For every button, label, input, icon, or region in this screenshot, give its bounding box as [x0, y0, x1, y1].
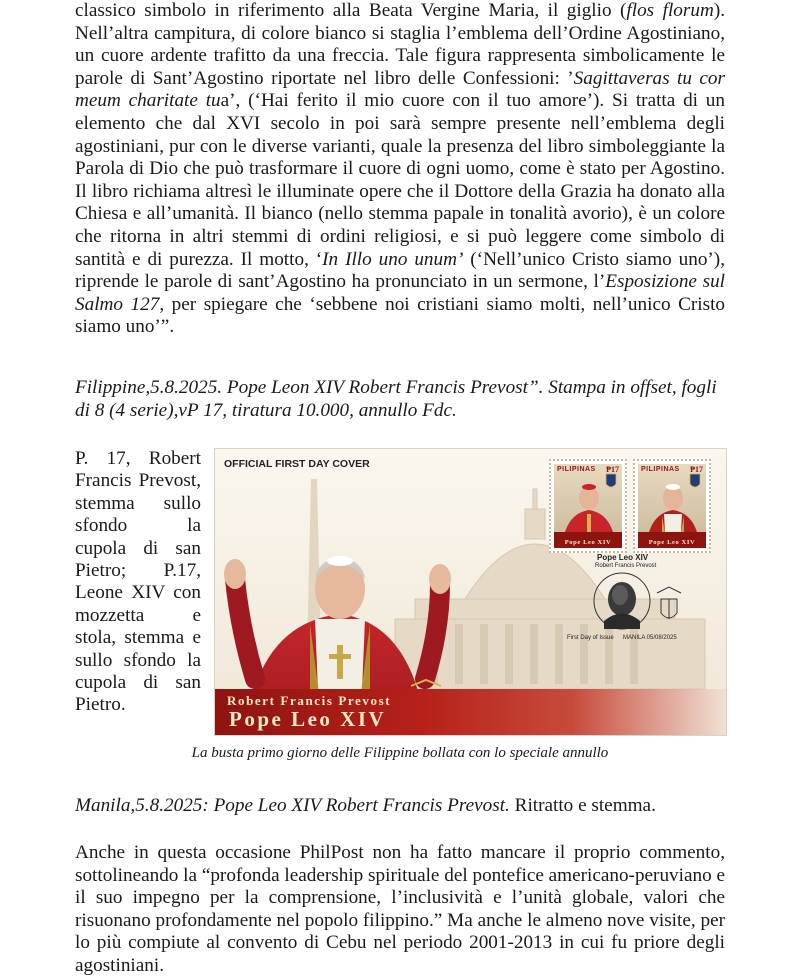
italic-latin-flos-florum: flos florum	[626, 0, 714, 21]
stamp-caption: Pope Leo XIV	[564, 539, 612, 546]
banner-title: Pope Leo XIV	[229, 707, 387, 731]
postmark-title: Pope Leo XIV	[597, 553, 649, 562]
stamp-artwork	[638, 464, 706, 548]
stamp-pope	[633, 459, 711, 553]
cover-header: OFFICIAL FIRST DAY COVER	[224, 458, 370, 470]
cover-issue-caption	[75, 795, 735, 818]
italic-latin-quote: Sagittaveras tu cor meum charitate tu	[75, 67, 725, 112]
body-paragraph-2: Anche in questa occasione PhilPost non ha fatto mancare il proprio commento, sottolineando la “profonda leadership spirituale del pontefice americano-peruviano e il suo impegno per la comprensione, l’inclusività e l’unità globale, valori che risuonano profondamente nel popolo filippino.” Ma anche le almeno nove visite, per lo più compiute al convento di Cebu nel periodo 2001-2013 in cui fu priore degli agostiniani.	[75, 842, 725, 976]
first-day-cover-image	[214, 448, 727, 736]
italic-title-salmo: Esposizione sul Salmo 127	[75, 271, 725, 315]
text-run: , per spiegare che ‘sebbene noi cristiani siamo molti, nell’unico Cristo siamo uno’”.	[75, 293, 726, 338]
stamp-caption: Pope Leo XIV	[648, 539, 696, 546]
cover-issue-caption-plain: Ritratto e stemma.	[509, 795, 656, 816]
banner-name: Robert Francis Prevost	[227, 693, 392, 708]
text-run: classico simbolo in riferimento alla Beata Vergine Maria, il giglio (	[75, 0, 627, 21]
stamp-issue-caption: Filippine,5.8.2025. Pope Leon XIV Robert Francis Prevost”. Stampa in offset, fogli di 8 (4 serie),vP 17, tiratura 10.000, annullo Fdc.	[75, 377, 717, 421]
stamp-country: PILIPINAS	[641, 466, 680, 473]
postmark-date: MANILA 05/08/2025	[623, 635, 677, 641]
stamp-value: ₱17	[690, 465, 703, 474]
stamp-description-sidebar: P. 17, Robert Francis Prevost, stemma sullo sfondo la cupola di san Pietro; P.17, Leone XIV con mozzetta e stola, stemma e sullo sfondo la cupola di san Pietro.	[75, 448, 201, 716]
figure-caption: La busta primo giorno delle Filippine bollata con lo speciale annullo	[191, 745, 609, 761]
stamp-artwork	[554, 464, 622, 548]
text-run: a’, (‘Hai ferito il mio cuore con il tuo amore’). Si tratta di un elemento che dal XVI secolo in poi sarà sempre presente nell’emblema degli agostiniani, pur con le diverse varianti, quale la presenza del libro simboleggiante la Parola di Dio che può trasformare il cuore di ogni uomo, come è stato per Agostino. Il libro richiama altresì le illuminate opere che il Dottore della Grazia ha donato alla Chiesa e all’umanità. Il bianco (nello stemma papale in tonalità avorio), è un colore che ritorna in altri stemmi di ordini religiosi, e si può leggere come simbolo di santità e di purezza. Il motto, ‘	[75, 90, 725, 270]
cover-name-banner	[215, 689, 726, 735]
cover-issue-caption-italic: Manila,5.8.2025: Pope Leo XIV Robert Francis Prevost.	[75, 795, 510, 816]
postmark-first-day: First Day of Issue	[567, 635, 614, 641]
postmark-subtitle: Robert Francis Prevost	[595, 563, 657, 569]
stamp-cardinal	[549, 459, 627, 553]
text-run: ). Nell’altra campitura, di colore bianco si staglia l’emblema dell’Ordine Agostiniano, un cuore ardente trafitto da una freccia. Tale figura rappresenta simbolicamente le parole di Sant’Agostino riportate nel libro delle Confessioni: ’	[75, 0, 725, 89]
stamp-value: ₱17	[606, 465, 619, 474]
text-run: (‘Nell’unico Cristo siamo uno’), riprende le parole di sant’Agostino ha pronunciato in un sermone, l’	[75, 248, 725, 293]
stamp-country: PILIPINAS	[557, 466, 596, 473]
body-paragraph-1	[75, 0, 725, 339]
italic-motto: In Illo uno unum’	[322, 248, 464, 270]
